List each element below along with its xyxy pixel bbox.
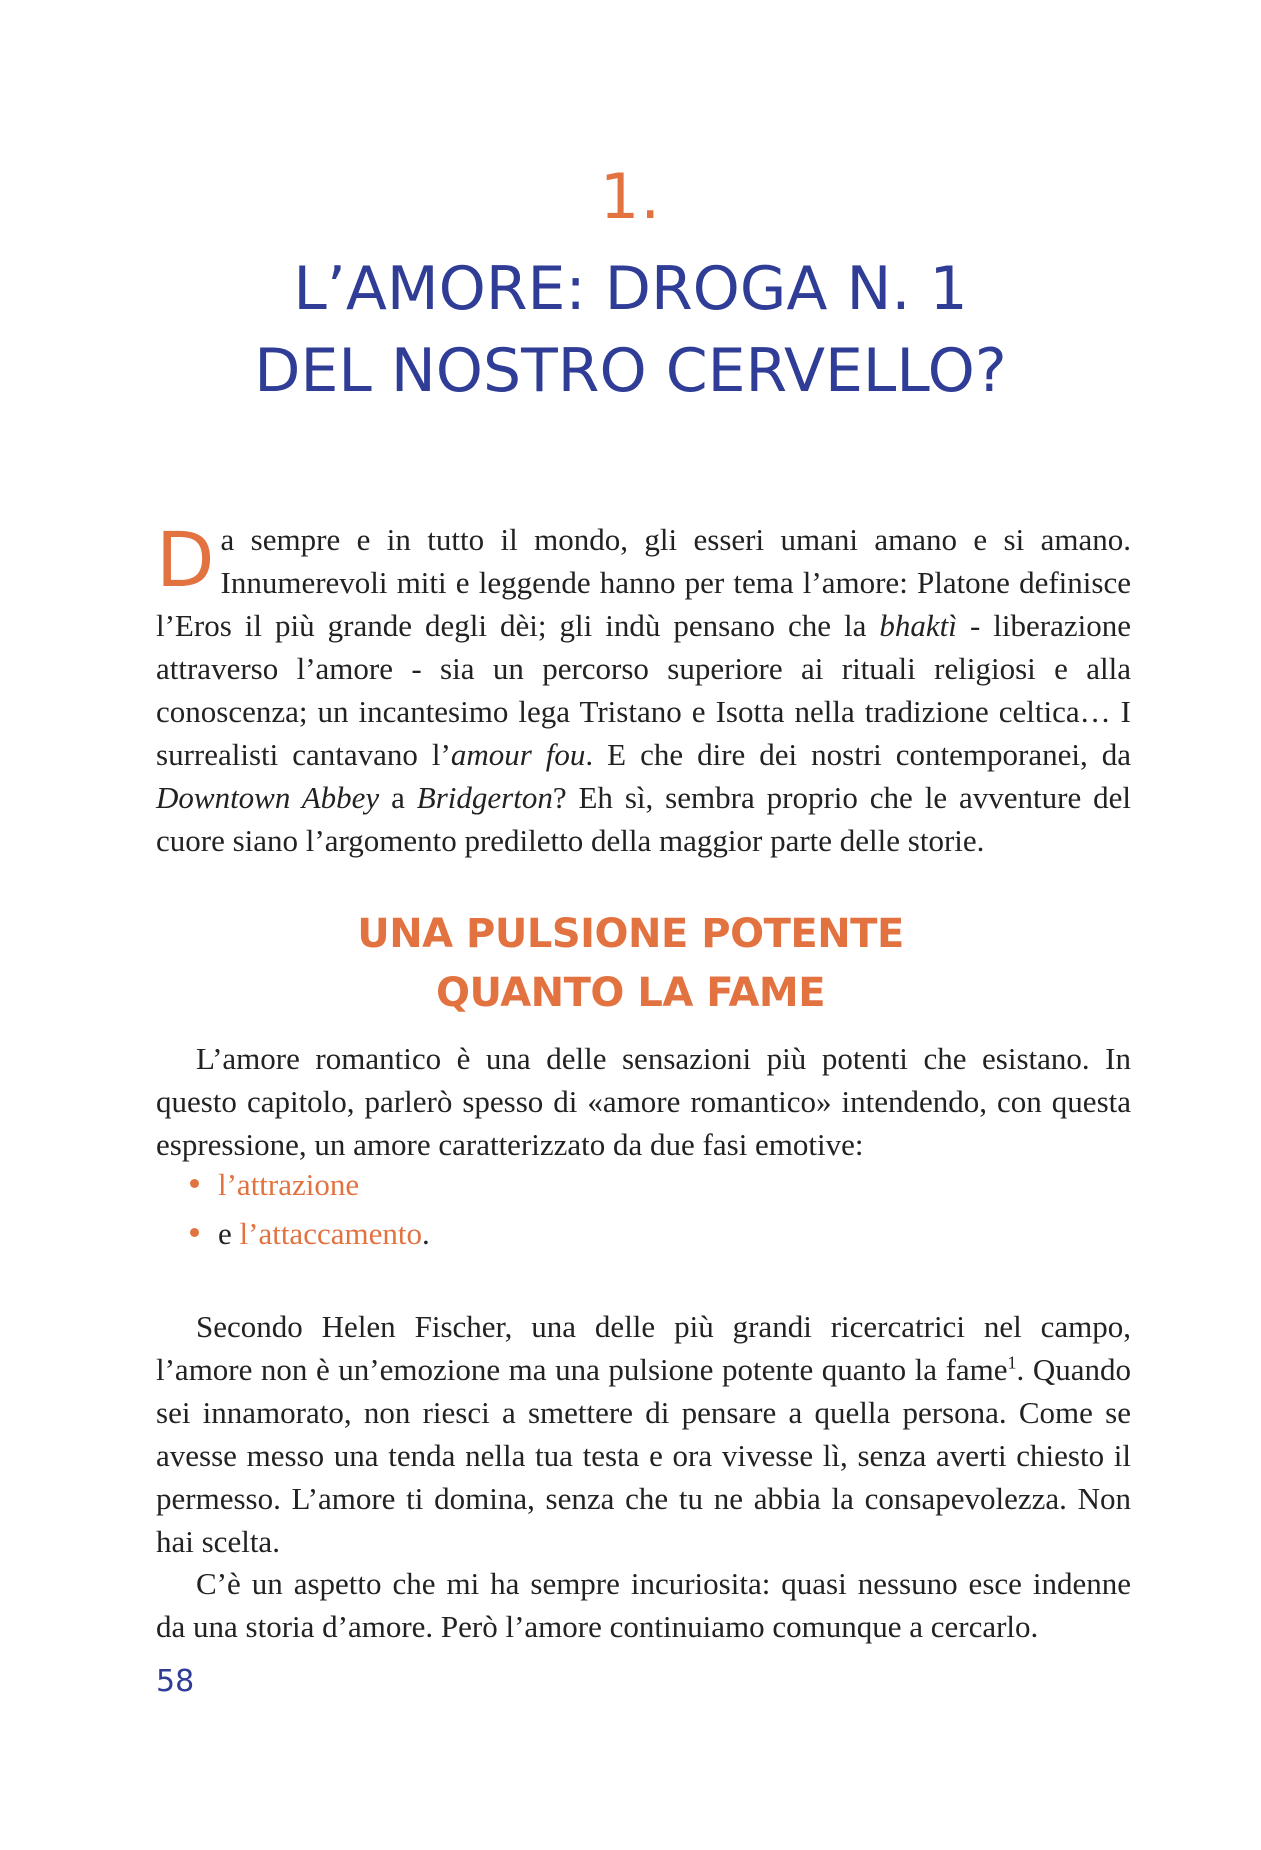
section-heading: [0, 905, 1261, 1023]
fischer-text-1: Secondo Helen Fischer, una delle più grandi ricercatrici nel campo, l’amore non è un’emozione ma una pulsione potente quanto la fame: [156, 1309, 1131, 1387]
footnote-ref: 1: [1007, 1352, 1017, 1373]
chapter-title: [0, 248, 1261, 412]
fischer-text-2: . Quando sei innamorato, non riesci a smettere di pensare a quella persona. Come se avesse messo una tenda nella tua testa e ora vivesse lì, senza averti chiesto il permesso. L’amore ti domina, senza che tu ne abbia la consapevolezza. Non hai scelta.: [156, 1352, 1131, 1559]
bullet-suffix: .: [421, 1216, 430, 1251]
intro-downtown-abbey: Downtown Abbey: [156, 780, 380, 815]
intro-paragraph: [156, 515, 1132, 862]
section-paragraph: L’amore romantico è una delle sensazioni più potenti che esistano. In questo capitolo, parlerò spesso di «amore romantico» intendendo, con questa espressione, un amore caratterizzato da due fasi emotive:: [156, 1041, 1131, 1162]
bullet-dot-icon: [190, 1179, 199, 1188]
intro-text-2: - liberazione attraverso l’amore - sia un percorso superiore ai rituali religiosi e alla conoscenza; un incantesimo lega Tristano e Isotta nella tradizione celtica… I surrealisti cantavano l’: [156, 608, 1131, 772]
bullet-term: l’attrazione: [218, 1167, 360, 1202]
intro-text-4: a: [379, 780, 417, 815]
intro-text-1: a sempre e in tutto il mondo, gli esseri umani amano e si amano. Innumerevoli miti e leggende hanno per tema l’amore: Platone definisce l’Eros il più grande degli dèi; gli indù pensano che la: [156, 522, 1131, 643]
intro-bridgerton: Bridgerton: [416, 780, 553, 815]
bullet-item-attrazione: [186, 1160, 430, 1209]
closing-paragraph: C’è un aspetto che mi ha sempre incuriosita: quasi nessuno esce indenne da una storia d’amore. Però l’amore continuiamo comunque a cercarlo.: [156, 1566, 1131, 1644]
chapter-title-line-2: DEL NOSTRO CERVELLO?: [254, 336, 1007, 406]
intro-amour-fou: amour fou: [450, 737, 586, 772]
fischer-paragraph: [156, 1305, 1131, 1563]
chapter-title-line-1: L’AMORE: DROGA N. 1: [293, 254, 968, 324]
intro-text-3: . E che dire dei nostri contemporanei, da: [585, 737, 1131, 772]
bullet-dot-icon: [190, 1228, 199, 1237]
bullet-list: [186, 1160, 430, 1258]
intro-bhakti: bhaktì: [879, 608, 957, 643]
drop-cap: D: [156, 515, 215, 604]
section-heading-line-2: QUANTO LA FAME: [435, 970, 826, 1016]
chapter-number: 1.: [599, 160, 662, 233]
page-number: 58: [156, 1664, 195, 1699]
bullet-item-attaccamento: [186, 1209, 430, 1258]
section-heading-line-1: UNA PULSIONE POTENTE: [357, 911, 904, 957]
bullet-term: l’attaccamento: [239, 1216, 422, 1251]
intro-text-5: ? Eh sì, sembra proprio che le avventure del cuore siano l’argomento prediletto della maggior parte delle storie.: [156, 780, 1132, 858]
bullet-prefix: e: [218, 1216, 240, 1251]
